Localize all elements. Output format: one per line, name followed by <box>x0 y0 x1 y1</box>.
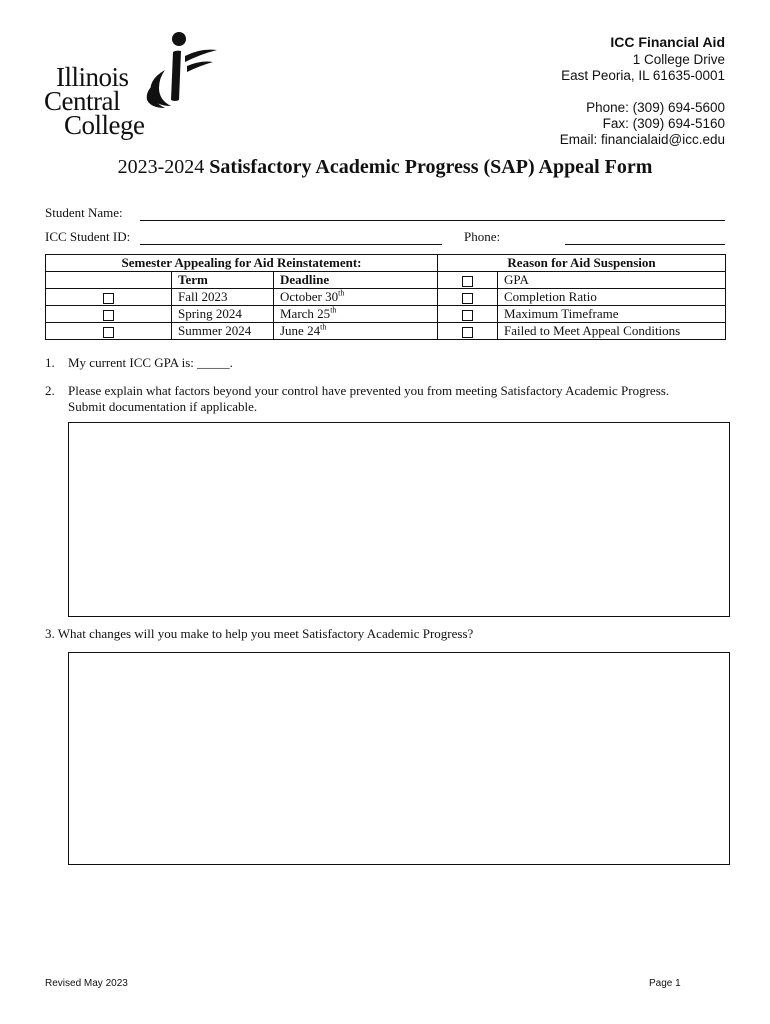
reason-label: Maximum Timeframe <box>498 306 726 323</box>
revised-date: Revised May 2023 <box>45 978 128 989</box>
office-phone: Phone: (309) 694-5600 <box>586 100 725 115</box>
student-id-field[interactable] <box>140 244 442 245</box>
deadline-suffix: th <box>320 322 327 332</box>
deadline-suffix: th <box>330 305 337 315</box>
reason-checkbox-completion[interactable] <box>462 293 473 304</box>
icc-logo <box>40 30 215 140</box>
reason-label: GPA <box>498 272 726 289</box>
phone-field[interactable] <box>565 244 725 245</box>
reason-checkbox-gpa[interactable] <box>462 276 473 287</box>
reason-header: Reason for Aid Suspension <box>438 255 726 272</box>
deadline-cell <box>274 323 438 340</box>
deadline-cell <box>274 306 438 323</box>
reason-label: Completion Ratio <box>498 289 726 306</box>
office-email: Email: financialaid@icc.edu <box>559 132 725 147</box>
deadline-label: March 25 <box>280 306 331 321</box>
page-title <box>0 156 770 179</box>
q2-text-line1: Please explain what factors beyond your control have prevented you from meeting Satisfactory Academic Progress. <box>68 383 670 398</box>
q1-text: My current ICC GPA is: _____. <box>68 355 233 370</box>
q1-number: 1. <box>45 355 55 370</box>
deadline-suffix: th <box>338 288 345 298</box>
deadline-cell <box>274 289 438 306</box>
logo-word-illinois: Illinois <box>56 62 129 92</box>
sap-table <box>45 254 726 340</box>
logo-figure-icon <box>135 30 220 110</box>
term-checkbox-summer[interactable] <box>103 327 114 338</box>
student-name-field[interactable] <box>140 220 725 221</box>
student-name-label: Student Name: <box>45 205 123 220</box>
q2-answer-box[interactable] <box>68 422 730 617</box>
page-number: Page 1 <box>649 978 681 989</box>
deadline-label: October 30 <box>280 289 339 304</box>
semester-header: Semester Appealing for Aid Reinstatement: <box>46 255 438 272</box>
term-label: Spring 2024 <box>172 306 274 323</box>
term-checkbox-spring[interactable] <box>103 310 114 321</box>
term-checkbox-fall[interactable] <box>103 293 114 304</box>
q2-number: 2. <box>45 383 55 398</box>
student-id-label: ICC Student ID: <box>45 229 131 244</box>
reason-label: Failed to Meet Appeal Conditions <box>498 323 726 340</box>
office-fax: Fax: (309) 694-5160 <box>602 116 725 131</box>
title-name: Satisfactory Academic Progress (SAP) Appeal Form <box>209 156 653 178</box>
deadline-header: Deadline <box>274 272 438 289</box>
reason-checkbox-timeframe[interactable] <box>462 310 473 321</box>
table-header-row <box>46 255 726 272</box>
office-city: East Peoria, IL 61635-0001 <box>561 68 725 83</box>
table-row <box>46 323 726 340</box>
office-name: ICC Financial Aid <box>610 34 725 50</box>
phone-label: Phone: <box>464 229 501 244</box>
q3-answer-box[interactable] <box>68 652 730 865</box>
q2-text-line2: Submit documentation if applicable. <box>68 399 258 414</box>
title-year: 2023-2024 <box>117 156 205 178</box>
table-row <box>46 272 726 289</box>
term-label: Fall 2023 <box>172 289 274 306</box>
table-row <box>46 289 726 306</box>
table-row <box>46 306 726 323</box>
office-street: 1 College Drive <box>632 52 725 67</box>
deadline-label: June 24 <box>280 323 321 338</box>
logo-word-college: College <box>64 110 145 140</box>
reason-checkbox-appeal-conditions[interactable] <box>462 327 473 338</box>
logo-word-central: Central <box>44 86 120 116</box>
q3-text: 3. What changes will you make to help you meet Satisfactory Academic Progress? <box>45 626 474 641</box>
term-label: Summer 2024 <box>172 323 274 340</box>
term-header: Term <box>172 272 274 289</box>
